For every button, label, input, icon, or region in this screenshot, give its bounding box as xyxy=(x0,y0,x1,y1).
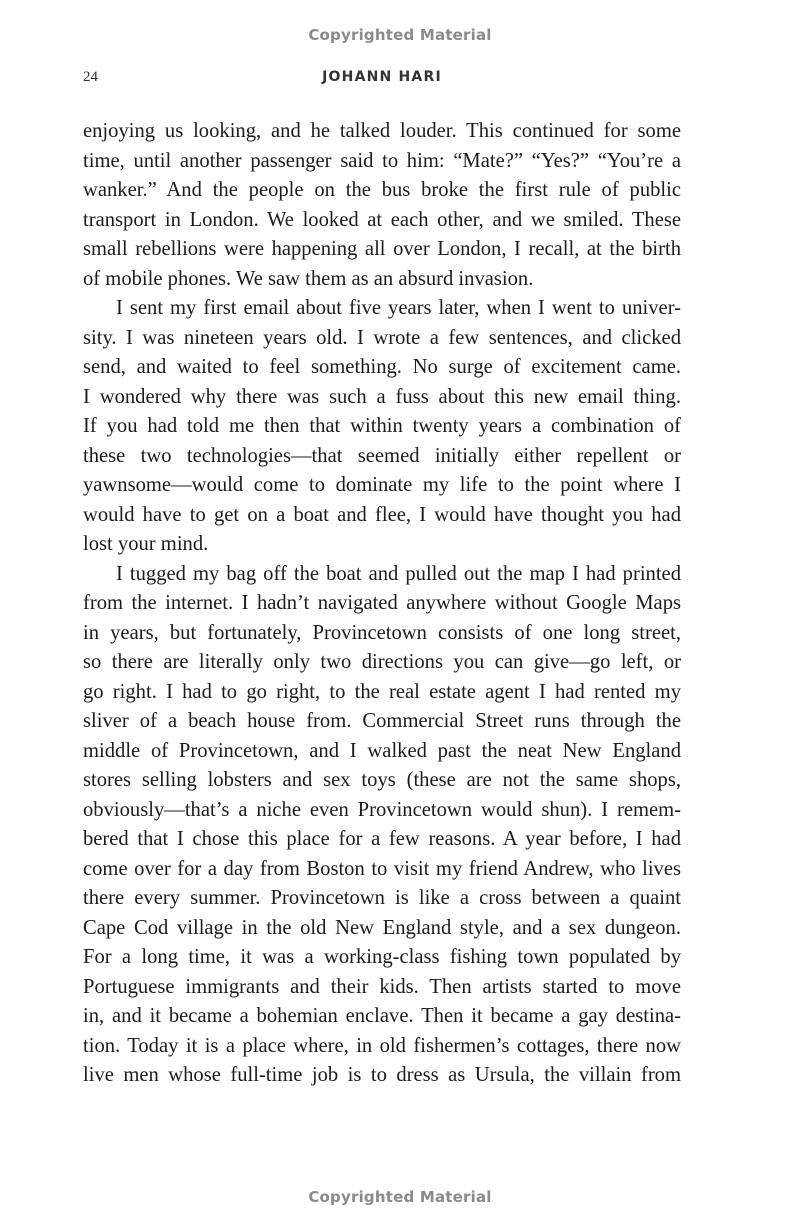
text-line: middle of Provincetown, and I walked past the neat New England xyxy=(83,739,681,762)
text-line: wanker.” And the people on the bus broke the first rule of public xyxy=(83,179,681,201)
text-line: obviously—that’s a niche even Provincetown would shun). I remem- xyxy=(83,798,681,821)
text-line: there every summer. Provincetown is like a cross between a quaint xyxy=(83,887,681,909)
text-line: would have to get on a boat and flee, I would have thought you had xyxy=(83,503,681,526)
text-line: lost your mind. xyxy=(83,533,209,555)
text-line: yawnsome—would come to dominate my life to the point where I xyxy=(83,474,681,496)
body-text xyxy=(83,117,681,1091)
text-line: sity. I was nineteen years old. I wrote a few sentences, and clicked xyxy=(83,326,681,349)
text-line: live men whose full-time job is to dress as Ursula, the villain from xyxy=(83,1064,681,1086)
text-line: I sent my first email about five years later, when I went to univer- xyxy=(116,297,681,319)
text-line: enjoying us looking, and he talked louder. This continued for some xyxy=(83,120,681,142)
text-line: Portuguese immigrants and their kids. Then artists started to move xyxy=(83,975,681,998)
text-line: I tugged my bag off the boat and pulled out the map I had printed xyxy=(116,562,681,585)
text-line: transport in London. We looked at each other, and we smiled. These xyxy=(83,208,681,231)
copyright-watermark-top: Copyrighted Material xyxy=(308,26,492,44)
text-line: so there are literally only two directions you can give—go left, or xyxy=(83,651,681,673)
text-line: tion. Today it is a place where, in old fishermen’s cottages, there now xyxy=(83,1034,681,1057)
text-line: in years, but fortunately, Provincetown consists of one long street, xyxy=(83,621,681,644)
running-head-author: JOHANN HARI xyxy=(322,69,442,85)
text-line: For a long time, it was a working-class fishing town populated by xyxy=(83,946,681,968)
text-line: send, and waited to feel something. No surge of excitement came. xyxy=(83,356,681,378)
text-line: come over for a day from Boston to visit my friend Andrew, who lives xyxy=(83,857,681,880)
text-line: of mobile phones. We saw them as an absurd invasion. xyxy=(83,267,534,290)
text-line: small rebellions were happening all over London, I recall, at the birth xyxy=(83,238,681,260)
page-number: 24 xyxy=(83,69,98,85)
text-line: these two technologies—that seemed initially either repellent or xyxy=(83,444,681,467)
text-line: If you had told me then that within twenty years a combination of xyxy=(83,415,681,437)
text-line: stores selling lobsters and sex toys (these are not the same shops, xyxy=(83,769,681,791)
text-line: in, and it became a bohemian enclave. Then it became a gay destina- xyxy=(83,1005,681,1027)
text-line: time, until another passenger said to him: “Mate?” “Yes?” “You’re a xyxy=(83,149,681,172)
text-line: Cape Cod village in the old New England style, and a sex dungeon. xyxy=(83,916,681,939)
text-line: go right. I had to go right, to the real estate agent I had rented my xyxy=(83,680,681,703)
text-line: bered that I chose this place for a few reasons. A year before, I had xyxy=(83,828,681,850)
text-line: from the internet. I hadn’t navigated anywhere without Google Maps xyxy=(83,592,681,614)
text-line: I wondered why there was such a fuss about this new email thing. xyxy=(83,385,681,408)
copyright-watermark-bottom: Copyrighted Material xyxy=(308,1188,492,1206)
text-line: sliver of a beach house from. Commercial Street runs through the xyxy=(83,710,681,732)
